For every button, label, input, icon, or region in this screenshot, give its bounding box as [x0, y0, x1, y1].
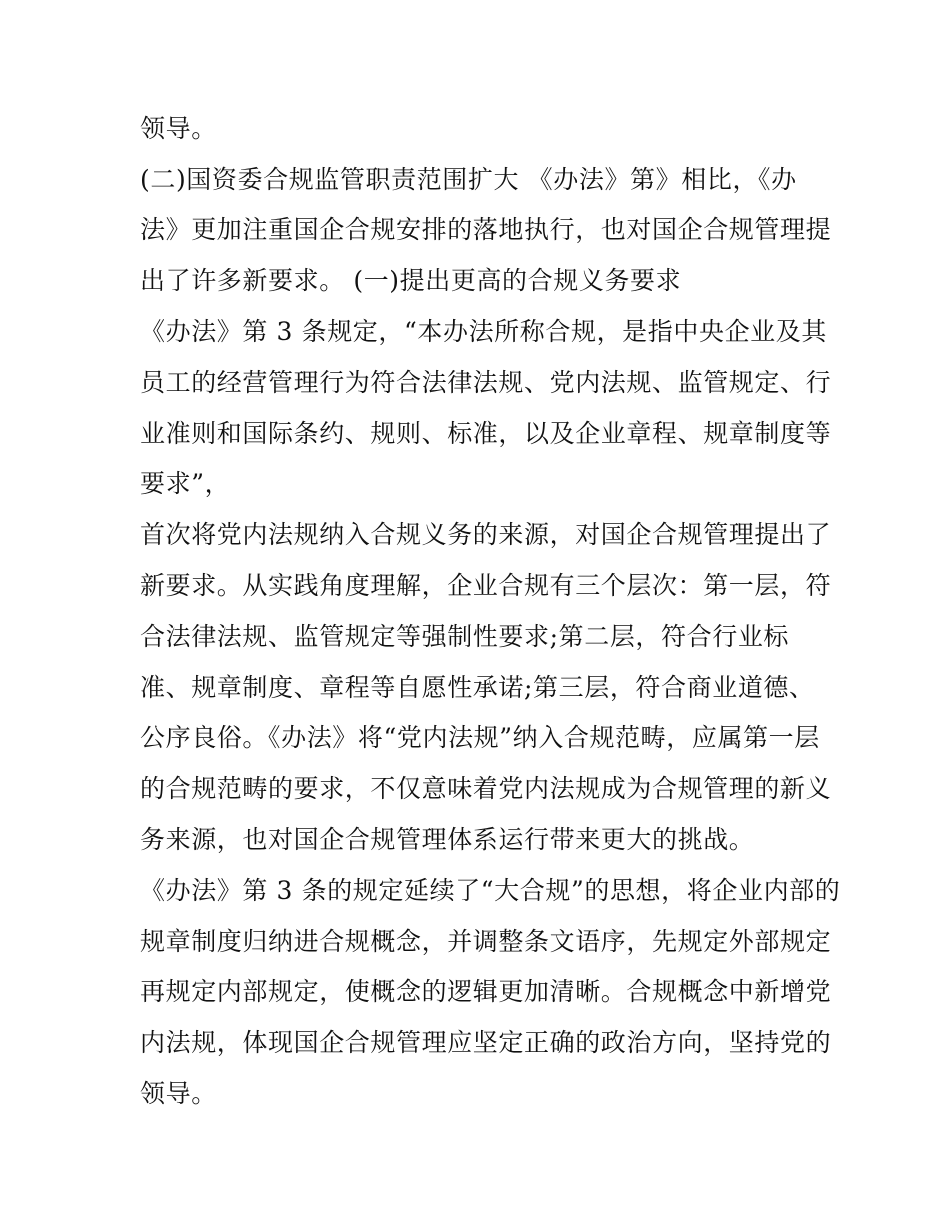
- text-line: 再规定内部规定，使概念的逻辑更加清晰。合规概念中新增党: [140, 977, 832, 1006]
- text-line: 员工的经营管理行为符合法律法规、党内法规、监管规定、行: [140, 368, 832, 397]
- text-line: 领导。: [140, 114, 217, 143]
- text-line: 业准则和国际条约、规则、标准，以及企业章程、规章制度等: [140, 419, 832, 448]
- text-line: 的合规范畴的要求，不仅意味着党内法规成为合规管理的新义: [140, 774, 832, 803]
- text-line: 务来源，也对国企合规管理体系运行带来更大的挑战。: [140, 825, 755, 854]
- text-line: 新要求。从实践角度理解，企业合规有三个层次：第一层，符: [140, 571, 832, 600]
- text-line: 准、规章制度、章程等自愿性承诺;第三层，符合商业道德、: [140, 673, 815, 702]
- text-line: 公序良俗。《办法》将“党内法规”纳入合规范畴，应属第一层: [140, 723, 820, 752]
- text-line: 法》更加注重国企合规安排的落地执行，也对国企合规管理提: [140, 215, 832, 244]
- text-line: 合法律法规、监管规定等强制性要求;第二层，符合行业标: [140, 622, 790, 651]
- text-line: 出了许多新要求。 (一)提出更高的合规义务要求: [140, 266, 682, 295]
- text-line: 内法规，体现国企合规管理应坚定正确的政治方向，坚持党的: [140, 1028, 832, 1057]
- text-line: (二)国资委合规监管职责范围扩大 《办法》第》相比，《办: [140, 165, 797, 194]
- text-line: 《办法》第 3 条规定，“本办法所称合规，是指中央企业及其: [140, 317, 827, 346]
- text-line: 首次将党内法规纳入合规义务的来源，对国企合规管理提出了: [140, 520, 832, 549]
- text-line: 要求”，: [140, 469, 231, 498]
- text-line: 《办法》第 3 条的规定延续了“大合规”的思想，将企业内部的: [140, 876, 841, 905]
- text-line: 领导。: [140, 1079, 217, 1108]
- text-line: 规章制度归纳进合规概念，并调整条文语序，先规定外部规定: [140, 927, 832, 956]
